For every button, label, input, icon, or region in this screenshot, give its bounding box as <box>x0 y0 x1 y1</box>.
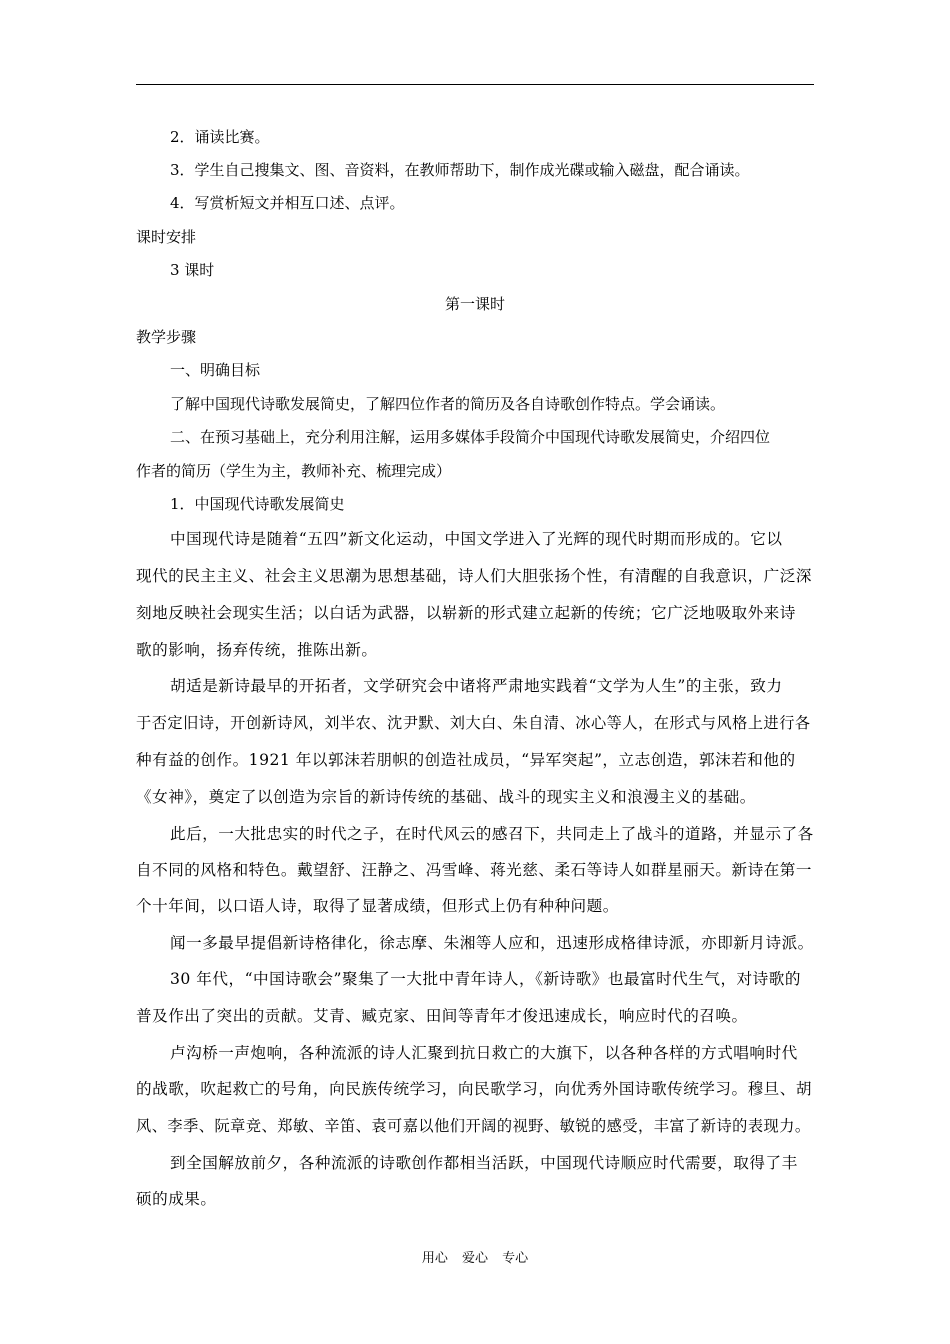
paragraph-line: 种有益的创作。1921 年以郭沫若朋帜的创造社成员，“异军突起”，立志创造，郭沫若和他的 <box>136 751 796 769</box>
schedule-value: 3 课时 <box>170 261 215 279</box>
step1-text: 了解中国现代诗歌发展简史，了解四位作者的简历及各自诗歌创作特点。学会诵读。 <box>170 395 726 413</box>
paragraph-line: 个十年间，以口语人诗，取得了显著成绩，但形式上仍有种种问题。 <box>136 897 619 915</box>
paragraph-line: 30 年代，“中国诗歌会”聚集了一大批中青年诗人，《新诗歌》也最富时代生气，对诗歌的 <box>170 970 801 988</box>
paragraph-line: 到全国解放前夕，各种流派的诗歌创作都相当活跃，中国现代诗顺应时代需要，取得了丰 <box>170 1154 798 1172</box>
list-item: 4．写赏析短文并相互口述、点评。 <box>170 194 405 212</box>
paragraph-line: 硕的成果。 <box>136 1190 217 1208</box>
list-item: 2．诵读比赛。 <box>170 128 270 146</box>
lesson-title: 第一课时 <box>444 295 505 313</box>
paragraph-line: 卢沟桥一声炮响，各种流派的诗人汇聚到抗日救亡的大旗下，以各种各样的方式唱响时代 <box>170 1044 798 1062</box>
step2-line: 二、在预习基础上，充分利用注解，运用多媒体手段简介中国现代诗歌发展简史，介绍四位 <box>170 428 771 446</box>
step2-line: 作者的简历（学生为主，教师补充、梳理完成） <box>136 462 452 480</box>
list-item: 3．学生自己搜集文、图、音资料，在教师帮助下，制作成光碟或输入磁盘，配合诵读。 <box>170 161 750 179</box>
step1-heading: 一、明确目标 <box>170 361 261 379</box>
paragraph-line: 闻一多最早提倡新诗格律化，徐志摩、朱湘等人应和，迅速形成格律诗派，亦即新月诗派。 <box>170 934 814 952</box>
sub1-heading: 1．中国现代诗歌发展简史 <box>170 495 345 513</box>
schedule-heading: 课时安排 <box>136 228 197 246</box>
paragraph-line: 于否定旧诗，开创新诗风，刘半农、沈尹默、刘大白、朱自清、冰心等人，在形式与风格上进行各 <box>136 714 811 732</box>
paragraph-line: 自不同的风格和特色。戴望舒、汪静之、冯雪峰、蒋光慈、柔石等诗人如群星丽天。新诗在第一 <box>136 861 812 879</box>
paragraph-line: 中国现代诗是随着“五四”新文化运动，中国文学进入了光辉的现代时期而形成的。它以 <box>170 530 783 548</box>
paragraph-line: 此后，一大批忠实的时代之子，在时代风云的感召下，共同走上了战斗的道路，并显示了各 <box>170 825 814 843</box>
paragraph-line: 《女神》，奠定了以创造为宗旨的新诗传统的基础、战斗的现实主义和浪漫主义的基础。 <box>136 788 756 806</box>
paragraph-line: 歌的影响，扬弃传统，推陈出新。 <box>136 641 378 659</box>
paragraph-line: 普及作出了突出的贡献。艾青、臧克家、田间等青年才俊迅速成长，响应时代的召唤。 <box>136 1007 748 1025</box>
header-rule <box>136 84 814 85</box>
paragraph-line: 的战歌，吹起救亡的号角，向民族传统学习，向民歌学习，向优秀外国诗歌传统学习。穆旦、胡 <box>136 1080 812 1098</box>
page-footer: 用心 爱心 专心 <box>421 1251 529 1266</box>
paragraph-line: 风、李季、阮章竞、郑敏、辛笛、袁可嘉以他们开阔的视野、敏锐的感受，丰富了新诗的表现力。 <box>136 1117 811 1135</box>
paragraph-line: 刻地反映社会现实生活；以白话为武器，以崭新的形式建立起新的传统；它广泛地吸取外来诗 <box>136 604 796 622</box>
steps-heading: 教学步骤 <box>136 328 197 346</box>
paragraph-line: 现代的民主主义、社会主义思潮为思想基础，诗人们大胆张扬个性，有清醒的自我意识，广泛深 <box>136 567 812 585</box>
paragraph-line: 胡适是新诗最早的开拓者，文学研究会中诸将严肃地实践着“文学为人生”的主张，致力 <box>170 677 783 695</box>
